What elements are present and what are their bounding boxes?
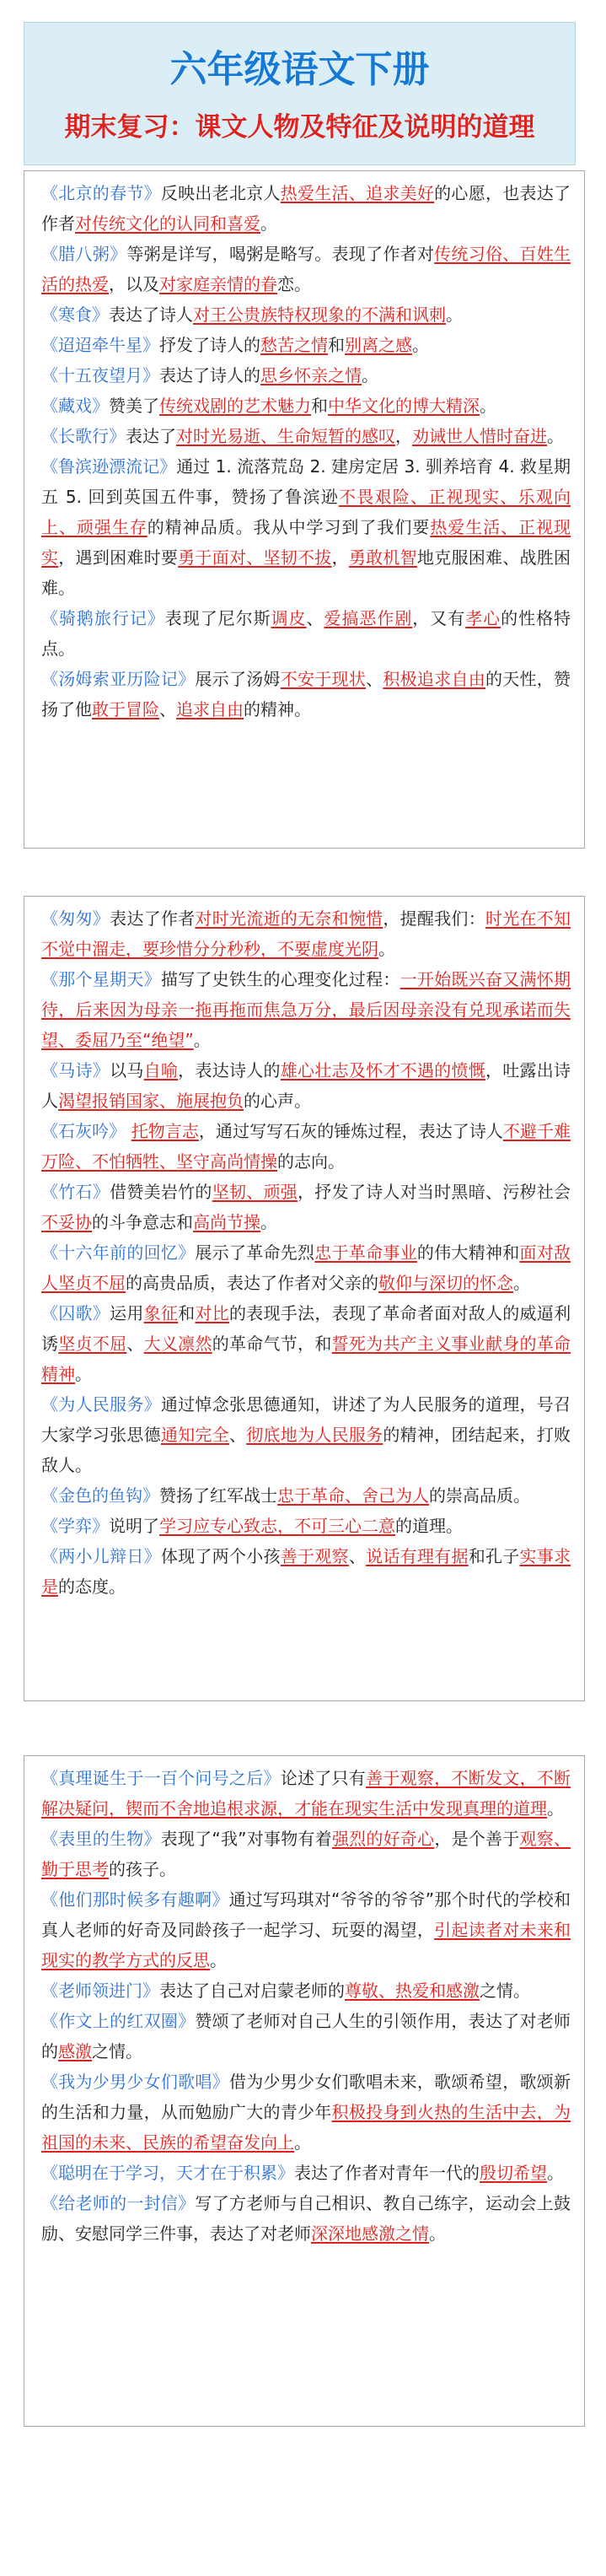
key-phrase: 坚韧、顽强 <box>212 1182 298 1202</box>
entry-text: 借为少男少女们歌唱未来，歌颂希望，歌颂新的生活和力量，从而勉励广大的青少年 <box>41 2072 571 2122</box>
key-phrase: 殷切希望 <box>480 2163 547 2183</box>
key-phrase: 大义凛然 <box>143 1334 212 1354</box>
entry-text: 描写了史铁生的心理变化过程： <box>160 969 400 989</box>
book-title: 《聪明在于学习，天才在于积累》 <box>41 2163 294 2183</box>
key-phrase: 渴望报销国家、施展抱负 <box>58 1091 244 1111</box>
book-title: 《长歌行》 <box>41 426 126 446</box>
entry-text: ，通过写写石灰的锤炼过程，表达了诗人 <box>198 1121 503 1141</box>
entry-text: 论述了只有 <box>280 1768 367 1788</box>
note-entry <box>41 391 571 421</box>
entry-text: 的高贵品质，表达了作者对父亲的 <box>126 1273 378 1293</box>
key-phrase: 善于观察，不断发文，不断解决疑问，锲而不舍地追根求源，才能在现实生活中发现真理的道理 <box>41 1768 571 1819</box>
entry-text: 。 <box>378 939 395 959</box>
key-phrase: 面对敌人坚贞不屈 <box>41 1242 571 1293</box>
entry-text: 通过写玛琪对“爷爷的爷爷”那个时代的学校和真人老师的好奇及同龄孩子一起学习、玩耍的渴望， <box>41 1889 571 1940</box>
entry-text: 表达了自己对启蒙老师的 <box>159 1981 345 2001</box>
key-phrase: 彻底地为人民服务 <box>246 1425 383 1445</box>
key-phrase: 对时光流逝的无奈和惋惜 <box>195 908 383 929</box>
entry-text: 。 <box>547 1798 564 1819</box>
entry-text: ，以及 <box>109 274 159 294</box>
key-phrase: 追求自由 <box>176 699 244 719</box>
book-title: 《寒食》 <box>41 304 109 325</box>
note-entry <box>41 2158 571 2188</box>
book-title: 《竹石》 <box>41 1182 110 1202</box>
book-title: 《表里的生物》 <box>41 1829 161 1849</box>
entry-text: 展示了汤姆 <box>195 669 281 689</box>
key-phrase: 通知完全 <box>160 1425 229 1445</box>
entry-text: 。 <box>210 1950 227 1970</box>
key-phrase: 中华文化的博大精深 <box>328 396 480 416</box>
page-subtitle: 期末复习：课文人物及特征及说明的道理 <box>64 112 535 143</box>
note-entry <box>41 1389 571 1480</box>
key-phrase: 自喻 <box>143 1060 179 1081</box>
entry-text: 赞美了 <box>109 396 159 416</box>
entry-text: 、 <box>228 1425 247 1445</box>
note-entry <box>41 451 571 603</box>
entry-text: 的天性，赞扬了他 <box>41 669 571 719</box>
entry-text: 的态度。 <box>58 1576 126 1597</box>
note-entry <box>41 360 571 391</box>
book-title: 《匆匆》 <box>41 908 110 929</box>
note-entry <box>41 1763 571 1824</box>
key-phrase: 不避千难万险、不怕牺牲、坚守高尚情操 <box>41 1121 571 1172</box>
key-phrase: 不安于现状 <box>280 669 367 689</box>
entry-text: 、 <box>366 669 383 689</box>
entry-text: 的志向。 <box>277 1151 345 1172</box>
book-title: 《北京的春节》 <box>41 183 161 203</box>
entry-text: 。 <box>75 1364 92 1384</box>
entry-text: 表达了作者对青年一代的 <box>294 2163 480 2183</box>
book-title: 《作文上的红双圈》 <box>41 2011 196 2031</box>
entry-text: ，是个善于 <box>434 1829 520 1849</box>
key-phrase: 传统习俗、百姓生活的热爱 <box>41 244 571 294</box>
book-title: 《我为少男少女们歌唱》 <box>41 2072 229 2092</box>
key-phrase: 尊敬、热爱和感激 <box>345 1981 480 2001</box>
key-phrase: 深深地感激之情 <box>311 2223 429 2244</box>
key-phrase: 对传统文化的认同和喜爱 <box>75 213 260 234</box>
key-phrase: 调皮 <box>271 608 307 628</box>
note-entry <box>41 2188 571 2249</box>
entry-text: 等粥是详写，喝粥是略写。表现了作者对 <box>126 244 435 264</box>
key-phrase: 对比 <box>195 1303 229 1323</box>
book-title: 《他们那时候多有趣啊》 <box>41 1889 229 1910</box>
entry-text: 赞颂了老师对自己人生的引领作用，表达了对老师的 <box>41 2011 571 2061</box>
entry-text: ，抒发了诗人对当时黑暗、污秽社会 <box>298 1182 571 1202</box>
book-title: 《鲁滨逊漂流记》 <box>41 456 177 477</box>
key-phrase: 善于观察 <box>280 1546 349 1566</box>
key-phrase: 忠于革命、舍己为人 <box>277 1485 429 1506</box>
entry-text: 。 <box>294 2132 311 2153</box>
entry-text: 反映出老北京人 <box>160 183 281 203</box>
entry-text: 。 <box>260 1212 277 1232</box>
key-phrase: 对家庭亲情的眷 <box>159 274 277 294</box>
entry-text: 。 <box>547 426 564 446</box>
note-entry <box>41 664 571 725</box>
title-banner <box>24 22 576 165</box>
entry-text: 表达了诗人的 <box>159 365 260 385</box>
key-phrase: 勇于面对、坚韧不拔 <box>178 547 332 568</box>
book-title: 《马诗》 <box>41 1060 110 1081</box>
key-phrase: 对时光易逝、生命短暂的感叹 <box>176 426 395 446</box>
key-phrase: 象征 <box>143 1303 179 1323</box>
entry-text: 和 <box>311 396 328 416</box>
entry-text: 。 <box>429 2223 446 2244</box>
key-phrase: 一开始既兴奋又满怀期待，后来因为母亲一拖再拖而焦急万分，最后因母亲没有兑现承诺而失望、委屈乃至“绝望” <box>41 969 571 1050</box>
entry-text: 。 <box>480 396 496 416</box>
book-title: 《那个星期天》 <box>41 969 161 989</box>
book-title: 《学弈》 <box>41 1516 109 1536</box>
key-phrase: 雄心壮志及怀才不遇的愤慨 <box>280 1060 485 1081</box>
entry-text: 通过 1. 流落荒岛 2. 建房定居 3. 驯养培育 4. 救星期五 5. 回到英国五件事，赞扬了鲁滨逊 <box>41 456 571 507</box>
key-phrase: 劝诫世人惜时奋进 <box>412 426 547 446</box>
key-phrase: 勇敢机智 <box>348 547 417 568</box>
entry-text: 恋。 <box>277 274 311 294</box>
entry-text: 的性格特点。 <box>41 608 571 659</box>
entry-text: 通过悼念张思德通知，讲述了为人民服务的道理，号召大家学习张思德 <box>41 1394 571 1445</box>
entry-text: 。 <box>547 2163 564 2183</box>
entry-text: 体现了两个小孩 <box>160 1546 281 1566</box>
book-title: 《十六年前的回忆》 <box>41 1242 196 1263</box>
entry-text: 的孩子。 <box>109 1859 176 1879</box>
key-phrase: 忠于革命事业 <box>314 1242 417 1263</box>
book-title: 《两小儿辩日》 <box>41 1546 161 1566</box>
entry-text: 的精神。 <box>244 699 311 719</box>
entry-text: 表现了“我”对事物有着 <box>160 1829 332 1849</box>
note-entry <box>41 1480 571 1511</box>
note-entry <box>41 1116 571 1177</box>
book-title: 《十五夜望月》 <box>41 365 159 385</box>
key-phrase: 不畏艰险、正视现实、乐观向上、顽强生存 <box>41 487 571 537</box>
key-phrase: 热爱生活、正视现实 <box>41 517 571 568</box>
entry-text: 地克服困难、战胜困难。 <box>41 547 571 598</box>
note-entry <box>41 2067 571 2158</box>
key-phrase: 对王公贵族特权现象的不满和讽刺 <box>193 304 446 325</box>
book-title: 《藏戏》 <box>41 396 109 416</box>
entry-text: 和 <box>328 335 345 355</box>
book-title: 《金色的鱼钩》 <box>41 1485 159 1506</box>
note-entry <box>41 1884 571 1975</box>
key-phrase: 别离之感 <box>345 335 412 355</box>
key-phrase: 积极投身到火热的生活中去，为祖国的未来、民族的希望奋发向上 <box>41 2102 571 2153</box>
key-phrase: 积极追求自由 <box>383 669 485 689</box>
entry-text: 的心声。 <box>244 1091 311 1111</box>
entry-text: 抒发了诗人的 <box>159 335 260 355</box>
book-title: 《为人民服务》 <box>41 1394 161 1415</box>
book-title: 《骑鹅旅行记》 <box>41 608 165 628</box>
book-title: 《真理诞生于一百个问号之后》 <box>41 1768 281 1788</box>
key-phrase: 观察、勤于思考 <box>41 1829 571 1879</box>
note-entry <box>41 1237 571 1298</box>
key-phrase: 誓死为共产主义事业献身的革命精神 <box>41 1334 571 1384</box>
entry-text: 。 <box>513 1273 530 1293</box>
note-entry <box>41 421 571 451</box>
note-entry <box>41 1055 571 1116</box>
key-phrase: 实事求是 <box>41 1546 571 1597</box>
book-title: 《囚歌》 <box>41 1303 110 1323</box>
key-phrase: 热爱生活、追求美好 <box>280 183 435 203</box>
key-phrase: 感激 <box>58 2041 92 2061</box>
entry-text: 。 <box>362 365 378 385</box>
note-entry <box>41 1975 571 2006</box>
note-entry <box>41 1824 571 1884</box>
note-entry <box>41 2006 571 2067</box>
entry-text: 、 <box>348 1546 367 1566</box>
entry-text: 的道理。 <box>395 1516 463 1536</box>
note-entry <box>41 603 571 664</box>
book-title: 《给老师的一封信》 <box>41 2193 196 2213</box>
entry-text: 。 <box>446 304 463 325</box>
key-phrase: 强烈的好奇心 <box>331 1829 435 1849</box>
key-phrase: 高尚节操 <box>193 1212 260 1232</box>
key-phrase: 爱搞恶作剧 <box>324 608 413 628</box>
key-phrase: 敢于冒险 <box>92 699 159 719</box>
key-phrase: 说话有理有据 <box>366 1546 469 1566</box>
book-title: 《石灰吟》 <box>41 1121 126 1141</box>
entry-text: 运用 <box>110 1303 144 1323</box>
note-entry <box>41 1541 571 1602</box>
entry-text: 。 <box>412 335 429 355</box>
page-title: 六年级语文下册 <box>169 48 430 91</box>
note-entry <box>41 903 571 964</box>
note-entry <box>41 964 571 1055</box>
entry-text: 的斗争意志和 <box>92 1212 193 1232</box>
section-1 <box>24 170 585 849</box>
key-phrase: 传统戏剧的艺术魅力 <box>159 396 311 416</box>
entry-text: 的精神，团结起来，打败敌人。 <box>41 1425 571 1475</box>
key-phrase: 引起读者对未来和现实的教学方式的反思 <box>41 1920 571 1970</box>
entry-text: ，提醒我们： <box>383 908 485 929</box>
entry-text: 表达了 <box>126 426 176 446</box>
section-3 <box>24 1755 585 2427</box>
entry-text: 的伟大精神和 <box>416 1242 520 1263</box>
key-phrase: 托物言志 <box>131 1121 199 1141</box>
entry-text: 的崇高品质。 <box>429 1485 530 1506</box>
key-phrase: 学习应专心致志，不可三心二意 <box>159 1516 395 1536</box>
entry-text: 赞扬了红军战士 <box>159 1485 277 1506</box>
key-phrase: 愁苦之情 <box>260 335 328 355</box>
entry-text: 以马 <box>110 1060 144 1081</box>
entry-text: 、 <box>126 1334 144 1354</box>
section-2 <box>24 896 585 1701</box>
entry-text: 表现了尼尔斯 <box>164 608 271 628</box>
entry-text: 之情。 <box>480 1981 530 2001</box>
note-entry <box>41 330 571 360</box>
entry-text: 、 <box>159 699 176 719</box>
entry-text: 展示了革命先烈 <box>195 1242 315 1263</box>
book-title: 《迢迢牵牛星》 <box>41 335 159 355</box>
note-entry <box>41 299 571 330</box>
entry-text: ，又有 <box>412 608 466 628</box>
book-title: 《汤姆索亚历险记》 <box>41 669 196 689</box>
key-phrase: 时光在不知不觉中溜走，要珍惜分分秒秒，不要虚度光阴 <box>41 908 571 959</box>
entry-text: ，遇到困难时要 <box>58 547 179 568</box>
entry-text: 和 <box>178 1303 196 1323</box>
note-entry <box>41 1511 571 1541</box>
entry-text: 的心愿，也表达了作者 <box>41 183 571 234</box>
key-phrase: 不妥协 <box>41 1212 92 1232</box>
entry-text: 写了方老师与自己相识、教自己练字，运动会上鼓励、安慰同学三件事，表达了对老师 <box>41 2193 571 2244</box>
note-entry <box>41 178 571 239</box>
book-title: 《腊八粥》 <box>41 244 127 264</box>
entry-text: 、 <box>306 608 324 628</box>
entry-text: 的精神品质。我从中学习到了我们要 <box>147 517 431 537</box>
entry-text: 借赞美岩竹的 <box>110 1182 212 1202</box>
entry-text: 表达了诗人 <box>109 304 193 325</box>
entry-text: 的表现手法，表现了革命者面对敌人的威逼利诱 <box>41 1303 571 1354</box>
entry-text: 说明了 <box>109 1516 159 1536</box>
key-phrase: 敬仰与深切的怀念 <box>378 1273 513 1293</box>
note-entry <box>41 239 571 299</box>
book-title: 《老师领进门》 <box>41 1981 159 2001</box>
entry-text: ， <box>331 547 349 568</box>
entry-text: 表达了作者 <box>110 908 196 929</box>
entry-text: ，吐露出诗人 <box>41 1060 571 1111</box>
note-entry <box>41 1298 571 1389</box>
entry-text: ， <box>395 426 412 446</box>
entry-text: 之情。 <box>92 2041 142 2061</box>
key-phrase: 思乡怀亲之情 <box>260 365 362 385</box>
entry-text: ，表达诗人的 <box>178 1060 281 1081</box>
entry-text: 和孔子 <box>468 1546 520 1566</box>
key-phrase: 孝心 <box>465 608 501 628</box>
note-entry <box>41 1177 571 1237</box>
entry-text: 。 <box>260 213 277 234</box>
key-phrase: 坚贞不屈 <box>58 1334 127 1354</box>
entry-text: 的革命气节，和 <box>212 1334 332 1354</box>
entry-text: 。 <box>193 1030 211 1050</box>
